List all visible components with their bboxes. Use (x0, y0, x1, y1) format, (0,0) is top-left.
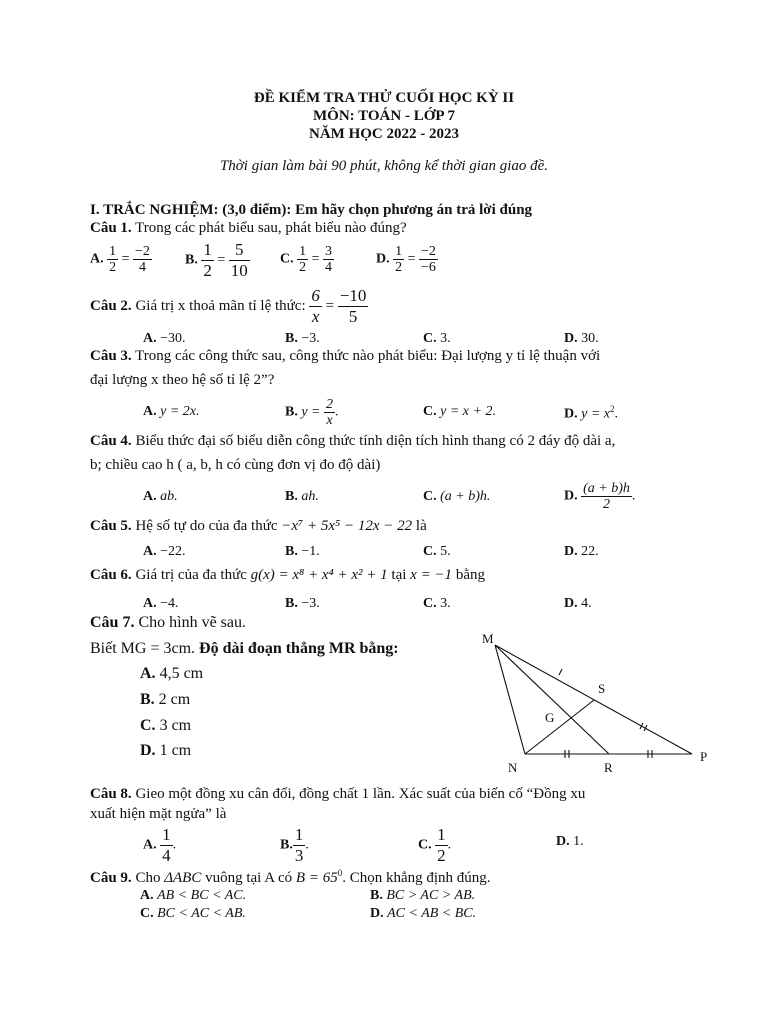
label-m: M (482, 631, 494, 646)
question-8: Câu 8. Gieo một đồng xu cân đối, đồng chất 1 lần. Xác suất của biến cố “Đồng xu (90, 786, 586, 802)
median-mr (495, 645, 609, 754)
segment-mn (495, 645, 525, 754)
q3-option-b: B. y = $\frac{2}{x}$ . (285, 397, 339, 428)
q7-option-d: D. 1 cm (140, 742, 192, 759)
section-heading: I. TRẮC NGHIỆM: (3,0 điểm): Em hãy chọn phương án trả lời đúng (90, 202, 533, 218)
q3-option-c: C. y = x + 2. (423, 404, 496, 419)
q8-option-b: B. $\frac{1}{3}$ . (280, 825, 309, 865)
q7-option-c: C. 3 cm (140, 717, 192, 734)
label-n: N (508, 760, 518, 775)
question-label: Câu 1. (90, 220, 132, 236)
q2-option-a: A. −30. (143, 331, 186, 346)
q4-option-c: C. (a + b)h. (423, 489, 491, 504)
q6-option-c: C. 3. (423, 596, 451, 611)
question-2: Câu 2. Giá trị x thoả mãn tỉ lệ thức: $\frac{6}{x}$ = $\frac{-10}{5}$ (90, 286, 367, 326)
q5-option-c: C. 5. (423, 544, 451, 559)
q9-option-d: D. AC < AB < BC. (370, 906, 477, 921)
q8-option-c: C. $\frac{1}{2}$ . (418, 825, 452, 865)
question-4: Câu 4. Biểu thức đại số biểu diễn công thức tính diện tích hình thang có 2 đáy độ dài a, (90, 433, 616, 449)
q8-option-a: A. $\frac{1}{4}$ . (143, 825, 177, 865)
label-p: P (700, 749, 708, 764)
q1-option-a: A. $\frac{1}{2}$ = $\frac{-2}{4}$ (90, 244, 150, 275)
question-6: Câu 6. Giá trị của đa thức g(x) = x⁸ + x⁴ + x² + 1 tại x = −1 bằng (90, 567, 485, 583)
q5-option-d: D. 22. (564, 544, 599, 559)
question-3-line2: đại lượng x theo hệ số tỉ lệ 2”? (90, 372, 275, 388)
q2-option-d: D. 30. (564, 331, 599, 346)
median-ns (525, 700, 594, 754)
q2-option-b: B. −3. (285, 331, 320, 346)
q6-option-d: D. 4. (564, 596, 592, 611)
time-note: Thời gian làm bài 90 phút, không kể thời gian giao đề. (219, 158, 549, 174)
segment-mp (495, 645, 692, 754)
q7-option-a: A. 4,5 cm (140, 665, 204, 682)
q6-option-a: A. −4. (143, 596, 179, 611)
q3-option-d: D. $y = x^2$. (564, 404, 618, 422)
q4-option-b: B. ah. (285, 489, 319, 504)
question-7: Câu 7. Cho hình vẽ sau. (90, 614, 246, 631)
question-7-line2: Biết MG = 3cm. Độ dài đoạn thẳng MR bằng: (90, 640, 399, 657)
question-5: Câu 5. Hệ số tự do của đa thức −x⁷ + 5x⁵ − 12x − 22 là (90, 518, 427, 534)
q8-option-d: D. 1. (556, 834, 584, 849)
question-text: Trong các phát biểu sau, phát biểu nào đúng? (135, 220, 407, 236)
q3-option-a: A. y = 2x. (143, 404, 200, 419)
q4-option-a: A. ab. (143, 489, 178, 504)
q1-option-b: B. $\frac{1}{2}$ = $\frac{5}{10}$ (185, 240, 248, 280)
label-g: G (545, 710, 555, 725)
label-r: R (604, 760, 613, 775)
q7-option-b: B. 2 cm (140, 691, 191, 708)
question-8-line2: xuất hiện mặt ngửa” là (90, 806, 227, 822)
question-3: Câu 3. Trong các công thức sau, công thức nào phát biểu: Đại lượng y tỉ lệ thuận với (90, 348, 601, 364)
exam-subject: MÔN: TOÁN - LỚP 7 (313, 108, 455, 124)
q2-option-c: C. 3. (423, 331, 451, 346)
tick-ms (559, 669, 562, 675)
q6-option-b: B. −3. (285, 596, 320, 611)
question-9: Câu 9. Cho ΔABC vuông tại A có $B = 65^0$. Chọn khẳng định đúng. (90, 868, 491, 886)
q9-option-b: B. BC > AC > AB. (370, 888, 476, 903)
question-1 (90, 220, 407, 237)
label-s: S (598, 681, 606, 696)
q9-option-c: C. BC < AC < AB. (140, 906, 246, 921)
q5-option-a: A. −22. (143, 544, 186, 559)
q5-option-b: B. −1. (285, 544, 320, 559)
exam-title: ĐỀ KIỂM TRA THỬ CUỐI HỌC KỲ II (253, 90, 515, 106)
triangle-figure (470, 625, 730, 780)
exam-year: NĂM HỌC 2022 - 2023 (309, 126, 459, 142)
q1-option-c: C. $\frac{1}{2}$ = $\frac{3}{4}$ (280, 244, 333, 275)
q4-option-d: D. $\frac{(a + b)h}{2}$ . (564, 481, 636, 512)
q9-option-a: A. AB < BC < AC. (140, 888, 247, 903)
question-4-line2: b; chiều cao h ( a, b, h có cùng đơn vị đo độ dài) (90, 457, 381, 473)
q1-option-d: D. $\frac{1}{2}$ = $\frac{-2}{-6}$ (376, 244, 436, 275)
